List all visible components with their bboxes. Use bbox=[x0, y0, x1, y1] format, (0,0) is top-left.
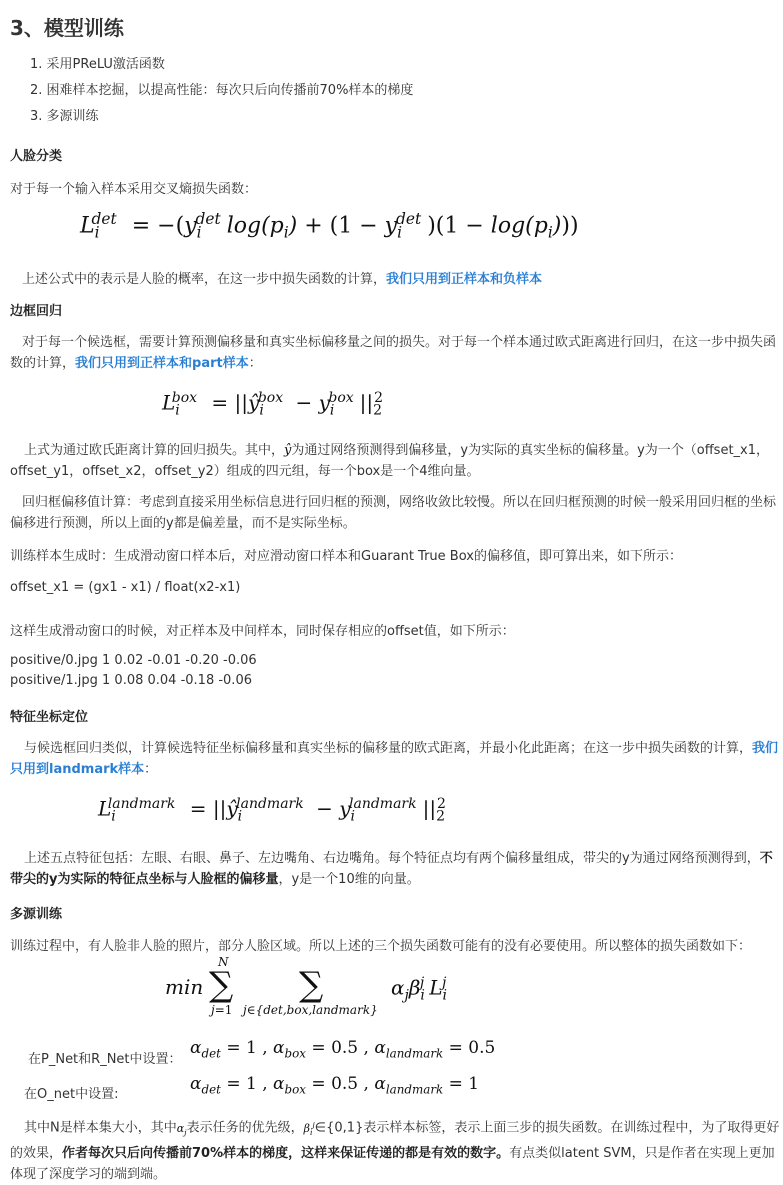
y-hat-symbol: ŷ bbox=[284, 443, 292, 458]
box-paragraph-5: 这样生成滑动窗口的时候，对正样本及中间样本，同时保存相应的offset值，如下所示： bbox=[10, 624, 515, 639]
formula-pnet-weights: $\alpha_{det} = 1$ , $\alpha_{box} = 0.5$ , $\alpha_{landmark} = 0.5$ bbox=[190, 1038, 496, 1061]
formula-face-loss: $L_i^{det} = -(y_i^{det}$ $\log(p_i) + (1 - y_i^{det}$ )$(1 - \log(p_i))$) bbox=[80, 210, 579, 242]
list-item: 2. 困难样本挖掘，以提高性能：每次只后向传播前70%样本的梯度 bbox=[30, 83, 414, 98]
landmark-paragraph-2: 上述五点特征包括：左眼、右眼、鼻子、左边嘴角、右边嘴角。每个特征点均有两个偏移量组成，带尖的y为通过网络预测得到，不带尖的y为实际的特征点坐标与人脸框的偏移量，y是一个10维的向量。 bbox=[10, 851, 773, 887]
formula-onet-weights: $\alpha_{det} = 1$ , $\alpha_{box} = 0.5$ , $\alpha_{landmark} = 1$ bbox=[190, 1074, 480, 1097]
beta-symbol: $\beta_i^j$ bbox=[303, 1120, 315, 1137]
multi-paragraph-2: 其中N是样本集大小，其中$\alpha_j$表示任务的优先级，$\beta_i^j\in\{0,1\}$表示样本标签，表示上面三步的损失函数。在训练过程中，为了取得更好的效果，作者每次只后向传播前70%样本的梯度，这样来保证传递的都是有效的数字。有点类似latent SVM，只是作者在实现上更加体现了深度学习的端到端。 bbox=[10, 1120, 780, 1182]
box-paragraph-1: 对于每一个候选框，需要计算预测偏移量和真实坐标偏移量之间的损失。对于每一个样本通过欧式距离进行回归，在这一步中损失函数的计算，我们只用到正样本和part样本： bbox=[10, 335, 777, 371]
formula-box-loss: $L_i^{box}$ = $||ŷ_i^{box} - y_i^{box}$ $||_2^2$ bbox=[162, 390, 383, 419]
formula-landmark-loss: $L_i^{landmark}$ = $||ŷ_i^{landmark} - y_i^{landmark}$ $||_2^2$ bbox=[98, 796, 446, 825]
section-heading-multi: 多源训练 bbox=[10, 907, 63, 922]
face-note-emphasis: 我们只用到正样本和负样本 bbox=[386, 272, 543, 287]
code-offset: offset_x1 = (gx1 - x1) / float(x2-x1) bbox=[10, 580, 241, 595]
list-item: 1. 采用PReLU激活函数 bbox=[30, 57, 165, 72]
face-note: 上述公式中的表示是人脸的概率，在这一步中损失函数的计算，我们只用到正样本和负样本 bbox=[22, 272, 543, 287]
landmark-paragraph-1: 与候选框回归类似，计算候选特征坐标偏移量和真实坐标的偏移量的欧式距离，并最小化此距离；在这一步中损失函数的计算，我们只用到landmark样本： bbox=[10, 741, 779, 777]
box-paragraph-3: 回归框偏移值计算：考虑到直接采用坐标信息进行回归框的预测，网络收敛比较慢。所以在回归框预测的时候一般采用回归框的坐标偏移进行预测，所以上面的y都是偏差量，而不是实际坐标。 bbox=[10, 495, 777, 531]
list-item: 3. 多源训练 bbox=[30, 109, 99, 124]
section-heading-landmark: 特征坐标定位 bbox=[10, 710, 89, 725]
section-heading-box: 边框回归 bbox=[10, 304, 63, 319]
code-line: positive/1.jpg 1 0.08 0.04 -0.18 -0.06 bbox=[10, 673, 252, 688]
pnet-label: 在P_Net和R_Net中设置： bbox=[28, 1052, 182, 1067]
box-paragraph-4: 训练样本生成时：生成滑动窗口样本后，对应滑动窗口样本和Guarant True Box的偏移值，即可算出来，如下所示： bbox=[10, 549, 682, 564]
page-title: 3、模型训练 bbox=[10, 16, 124, 40]
alpha-symbol: $\alpha_j$ bbox=[176, 1121, 187, 1137]
onet-label: 在O_net中设置: bbox=[24, 1087, 119, 1102]
formula-total-loss: min N ∑ j=1 ∑ j∈{det,box,landmark} $\alpha_j\beta_i^j$ $L_i^j$ bbox=[165, 955, 448, 1017]
face-intro: 对于每一个输入样本采用交叉熵损失函数： bbox=[10, 182, 258, 197]
section-heading-face: 人脸分类 bbox=[10, 149, 63, 164]
code-line: positive/0.jpg 1 0.02 -0.01 -0.20 -0.06 bbox=[10, 653, 257, 668]
multi-paragraph-1: 训练过程中，有人脸非人脸的照片，部分人脸区域。所以上述的三个损失函数可能有的没有必要使用。所以整体的损失函数如下： bbox=[10, 939, 752, 954]
box-paragraph-2: 上式为通过欧氏距离计算的回归损失。其中，ŷ为通过网络预测得到偏移量，y为实际的真实坐标的偏移量。y为一个（offset_x1，offset_y1，offset_x2，offset_y2）组成的四元组，每一个box是一个4维向量。 bbox=[10, 443, 770, 479]
